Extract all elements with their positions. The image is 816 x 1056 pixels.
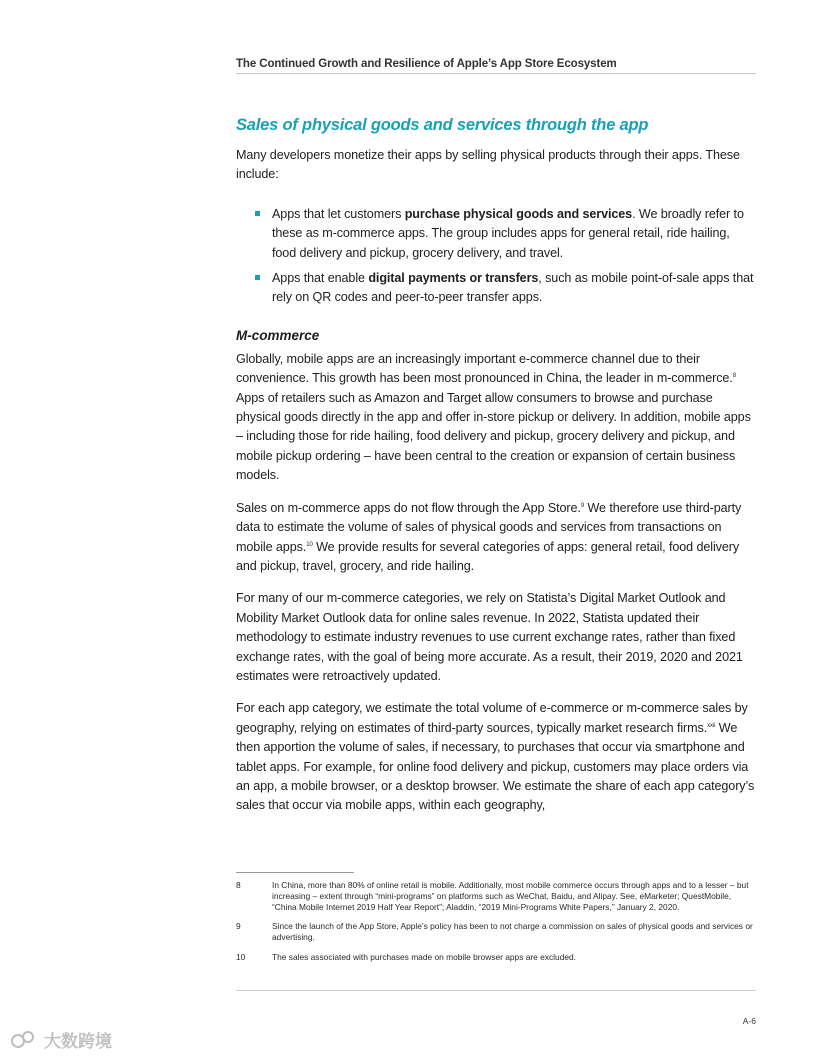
footnote	[236, 880, 756, 912]
paragraph: For many of our m-commerce categories, we rely on Statista’s Digital Market Outlook and Mobility Market Outlook data for online sales revenue. In 2022, Statista updated their methodology to estimate industry revenues to use current exchange rates, rather than fixed exchange rates, with the goal of being more accurate. As a result, their 2019, 2020 and 2021 estimates were retroactively updated.	[236, 591, 743, 683]
bullet-text-pre: Apps that enable	[272, 271, 369, 286]
bullet-text-bold: purchase physical goods and services	[404, 206, 633, 221]
footnote-divider	[236, 872, 354, 873]
endnote-ref[interactable]: xxii	[707, 722, 716, 729]
footnotes	[236, 880, 756, 972]
running-header: The Continued Growth and Resilience of Apple’s App Store Ecosystem	[236, 58, 756, 74]
bullet-text-pre: Apps that let customers	[272, 206, 405, 221]
footnote-number: 9	[236, 921, 241, 932]
footnote-text: In China, more than 80% of online retail is mobile. Additionally, most mobile commerce occurs through apps and to a lesser – but increasing – extent through “mini-programs” on platforms such as WeChat, Baidu, and Alipay. See, eMarketer; QuestMobile, “China Mobile Internet 2019 Half Year Report”; Aladdin, “2019 Mini-Programs White Papers,” January 2, 2020.	[272, 880, 749, 912]
bullet-text-bold: digital payments or transfers	[368, 271, 539, 286]
footnote	[236, 921, 756, 943]
bullet-text-post: , such as mobile point-of-sale apps that rely on QR codes and peer-to-peer transfer apps.	[272, 271, 754, 305]
footnote-ref[interactable]: 9	[580, 502, 585, 509]
paragraph	[236, 499, 756, 577]
paragraph-text: Sales on m-commerce apps do not flow through the App Store.	[236, 500, 581, 515]
bullet-text-post: . We broadly refer to these as m-commerce apps. The group includes apps for general retail, ride hailing, food delivery and pickup, grocery delivery, and travel.	[272, 206, 744, 260]
footnote	[236, 952, 756, 963]
paragraph	[236, 699, 756, 815]
watermark-logo-icon	[10, 1029, 40, 1051]
subheading-mcommerce: M-commerce	[236, 327, 320, 343]
watermark-text: 大数跨境	[44, 1032, 112, 1051]
square-bullet-icon	[255, 211, 260, 216]
square-bullet-icon	[255, 275, 260, 280]
watermark	[10, 1027, 112, 1052]
paragraph-text: We provide results for several categories of apps: general retail, food delivery and pickup, travel, grocery, and ride hailing.	[236, 539, 740, 573]
list-item	[236, 205, 756, 263]
footnote-number: 10	[236, 951, 246, 962]
footer-divider	[236, 990, 756, 991]
main-content	[236, 116, 756, 829]
footnote-ref[interactable]: 8	[732, 373, 736, 380]
paragraph-text: We then apportion the volume of sales, if necessary, to purchases that occur via smartphone and tablet apps. For example, for online food delivery and pickup, customers may place orders via an app, a mobile browser, or a desktop browser. We estimate the share of each app category’s sales that occur via mobile apps, within each geography,	[236, 720, 755, 813]
paragraph	[236, 350, 756, 486]
paragraph-text: Globally, mobile apps are an increasingly important e-commerce channel due to their convenience. This growth has been most pronounced in China, the leader in m-commerce.	[236, 351, 733, 386]
bullet-list	[236, 205, 756, 308]
footnote-text: Since the launch of the App Store, Apple’s policy has been to not charge a commission on sales of physical goods and services or advertising.	[272, 921, 753, 943]
paragraph-text: Apps of retailers such as Amazon and Target allow consumers to browse and purchase physical goods directly in the app and offer in-store pickup or delivery. In addition, mobile apps – including those for ride hailing, food delivery and pickup, grocery delivery and pickup, and mobile pickup ordering – have been central to the creation or expansion of certain business models.	[236, 390, 751, 483]
paragraph-text: We therefore use third-party data to estimate the volume of sales of physical goods and services from transactions on mobile apps.	[236, 500, 742, 554]
section-intro: Many developers monetize their apps by selling physical products through their apps. These include:	[236, 148, 740, 182]
paragraph-text: For each app category, we estimate the total volume of e-commerce or m-commerce sales by geography, relying on estimates of third-party sources, typically market research firms.	[236, 701, 748, 735]
page-number: A-6	[742, 1016, 756, 1026]
footnote-ref[interactable]: 10	[306, 541, 313, 548]
footnote-number: 8	[236, 880, 241, 890]
list-item	[236, 269, 756, 308]
footnote-text: The sales associated with purchases made on mobile browser apps are excluded.	[272, 951, 576, 962]
section-title: Sales of physical goods and services through the app	[236, 116, 649, 134]
